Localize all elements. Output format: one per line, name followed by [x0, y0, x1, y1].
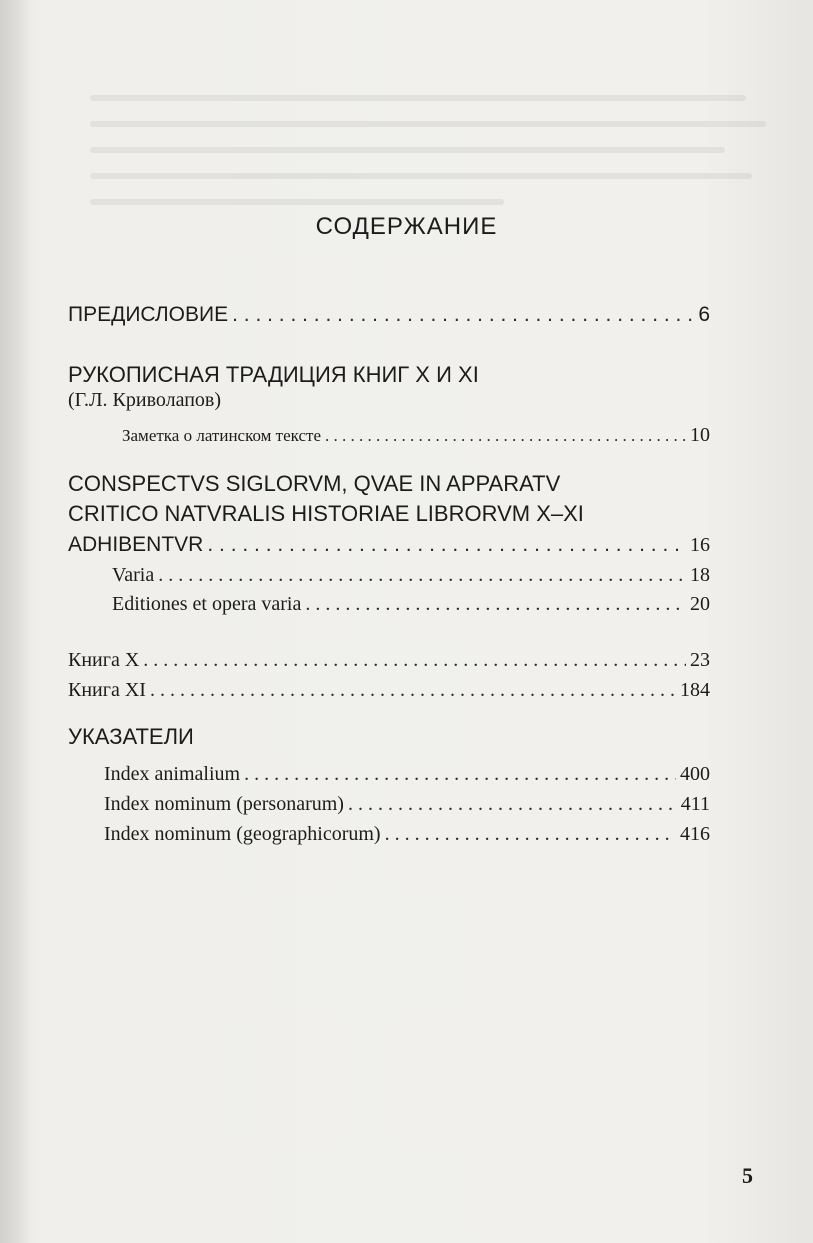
dot-leader	[305, 591, 686, 617]
toc-entry-label: ПРЕДИСЛОВИЕ	[68, 303, 229, 326]
toc-entry-varia	[112, 562, 710, 588]
conspectus-line-2: CRITICO NATVRALIS HISTORIAE LIBRORVM X–XI	[68, 501, 584, 526]
toc-entry-page: 6	[698, 303, 710, 326]
toc-entry-page: 16	[690, 534, 710, 556]
toc-entry-book-xi	[68, 677, 710, 703]
toc-entry-index-personarum	[104, 791, 710, 817]
dot-leader	[207, 532, 686, 558]
toc-entry-editiones	[112, 591, 710, 617]
toc-entry-index-geographicorum	[104, 821, 710, 847]
page-title: СОДЕРЖАНИЕ	[315, 213, 498, 240]
section-heading-manuscript: РУКОПИСНАЯ ТРАДИЦИЯ КНИГ X И XI	[68, 362, 479, 387]
toc-entry-label: Заметка о латинском тексте	[122, 426, 322, 445]
section-heading-indices: УКАЗАТЕЛИ	[68, 724, 194, 749]
toc-entry-page: 23	[690, 649, 710, 671]
show-through-text	[90, 95, 780, 1155]
toc-entry-latin-note	[122, 422, 710, 449]
toc-entry-page: 18	[690, 564, 710, 586]
toc-entry-label: Книга X	[68, 649, 140, 671]
section-author: (Г.Л. Криволапов)	[68, 389, 222, 411]
toc-entry-page: 411	[680, 793, 710, 815]
dot-leader	[150, 677, 676, 703]
dot-leader	[385, 821, 676, 847]
dot-leader	[348, 791, 677, 817]
toc-entry-label: Varia	[112, 564, 155, 586]
toc-entry-page: 20	[690, 593, 710, 615]
toc-entry-index-animalium	[104, 761, 710, 787]
dot-leader	[143, 647, 686, 673]
toc-entry-page: 184	[680, 679, 710, 701]
page-number: 5	[742, 1163, 753, 1188]
toc-entry-book-x	[68, 647, 710, 673]
toc-entry-preface	[68, 302, 710, 328]
dot-leader	[244, 761, 676, 787]
dot-leader	[325, 423, 686, 449]
toc-entry-page: 10	[690, 424, 710, 446]
conspectus-line-1: CONSPECTVS SIGLORVM, QVAE IN APPARATV	[68, 471, 561, 496]
toc-entry-page: 400	[680, 763, 710, 785]
toc-entry-conspectus	[68, 532, 710, 558]
toc-entry-label: Index nominum (personarum)	[104, 793, 344, 815]
toc-entry-label: Index animalium	[104, 763, 241, 785]
toc-entry-page: 416	[680, 823, 710, 845]
toc-entry-label: ADHIBENTVR	[68, 533, 204, 556]
toc-entry-label: Книга XI	[68, 679, 146, 701]
dot-leader	[158, 562, 686, 588]
toc-entry-label: Editiones et opera varia	[112, 593, 302, 615]
dot-leader	[232, 302, 694, 328]
toc-entry-label: Index nominum (geographicorum)	[104, 823, 381, 845]
page-spine-shadow	[0, 0, 30, 1243]
